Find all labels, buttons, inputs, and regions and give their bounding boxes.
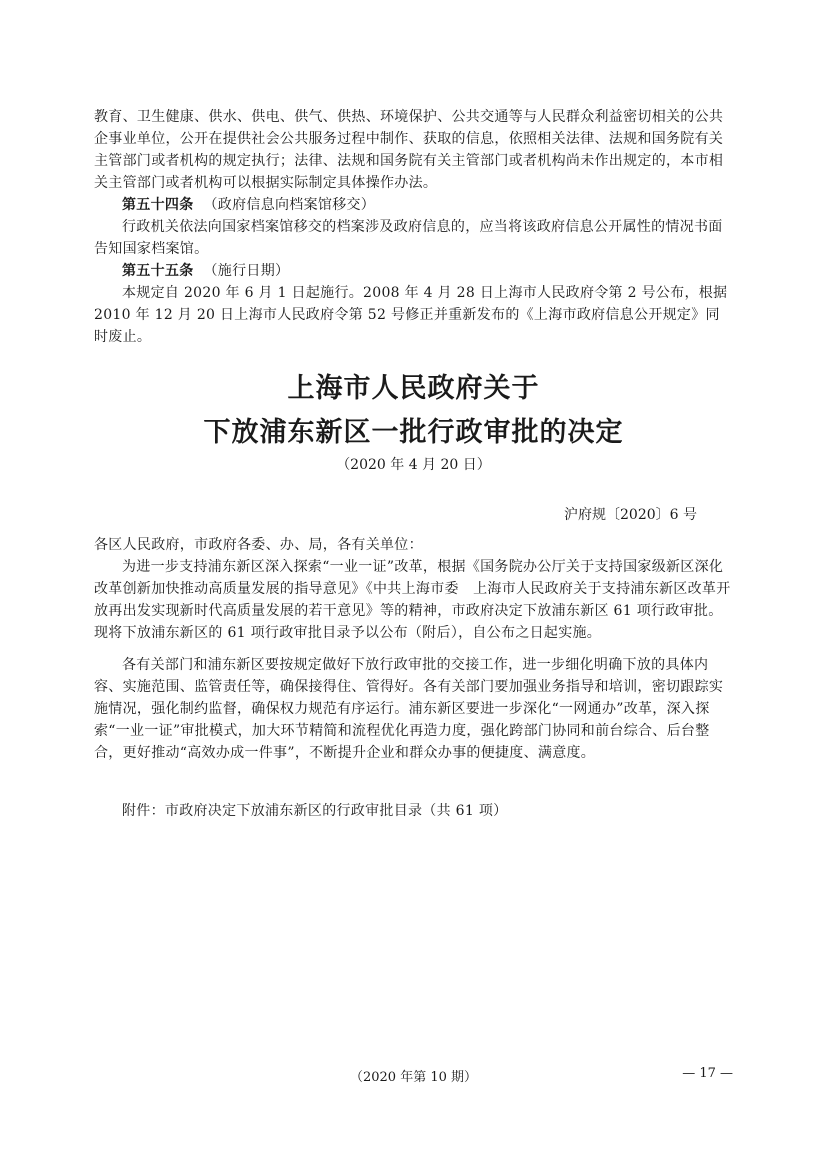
article-55-heading-line xyxy=(94,260,734,282)
document-number: 沪府规〔2020〕6 号 xyxy=(564,507,697,523)
previous-article-continuation: 教育、卫生健康、供水、供电、供气、供热、环境保护、公共交通等与人民群众利益密切相关的公共企事业单位，公开在提供社会公共服务过程中制作、获取的信息，依照相关法律、法规和国务院有关主管部门或者机构的规定执行；法律、法规和国务院有关主管部门或者机构尚未作出规定的，本市相关主管部门或者机构可以根据实际制定具体操作办法。 xyxy=(94,109,724,191)
salutation: 各区人民政府，市政府各委、办、局，各有关单位： xyxy=(94,537,423,553)
article-55-body: 本规定自 2020 年 6 月 1 日起施行。2008 年 4 月 28 日上海市人民政府令第 2 号公布，根据 2010 年 12 月 20 日上海市人民政府令第 52 号修正并重新发布的《上海市政府信息公开规定》同时废止。 xyxy=(94,285,728,345)
decision-paragraph-1: 为进一步支持浦东新区深入探索“一业一证”改革，根据《国务院办公厅关于支持国家级新区深化改革创新加快推动高质量发展的指导意见》《中共上海市委 上海市人民政府关于支持浦东新区改革开放再出发实现新时代高质量发展的若干意见》等的精神，市政府决定下放浦东新区 61 项行政审批。现将下放浦东新区的 61 项行政审批目录予以公布（附后），自公布之日起实施。 xyxy=(94,559,731,641)
article-54-body: 行政机关依法向国家档案馆移交的档案涉及政府信息的，应当将该政府信息公开属性的情况书面告知国家档案馆。 xyxy=(94,219,723,257)
decision-paragraph-2: 各有关部门和浦东新区要按规定做好下放行政审批的交接工作，进一步细化明确下放的具体内容、实施范围、监管责任等，确保接得住、管得好。各有关部门要加强业务指导和培训，密切跟踪实施情况，强化制约监督，确保权力规范有序运行。浦东新区要进一步深化“一网通办”改革，深入探索“一业一证”审批模式，加大环节精简和流程优化再造力度，强化跨部门协同和前台综合、后台整合，更好推动“高效办成一件事”，不断提升企业和群众办事的便捷度、满意度。 xyxy=(94,657,724,761)
decision-title-line-2: 下放浦东新区一批行政审批的决定 xyxy=(203,417,624,448)
article-55-topic: （施行日期） xyxy=(203,263,290,279)
attachment-note: 附件：市政府决定下放浦东新区的行政审批目录（共 61 项） xyxy=(122,803,508,819)
article-54-heading-line xyxy=(94,194,734,216)
article-54-topic: （政府信息向档案馆移交） xyxy=(203,197,376,213)
decision-date: （2020 年 4 月 20 日） xyxy=(336,457,491,473)
footer-issue: （2020 年第 10 期） xyxy=(349,1070,478,1085)
article-55-heading: 第五十五条 xyxy=(122,263,194,279)
article-54-heading: 第五十四条 xyxy=(122,197,194,213)
decision-title-line-1: 上海市人民政府关于 xyxy=(287,373,540,404)
page-number: — 17 — xyxy=(682,1066,733,1081)
